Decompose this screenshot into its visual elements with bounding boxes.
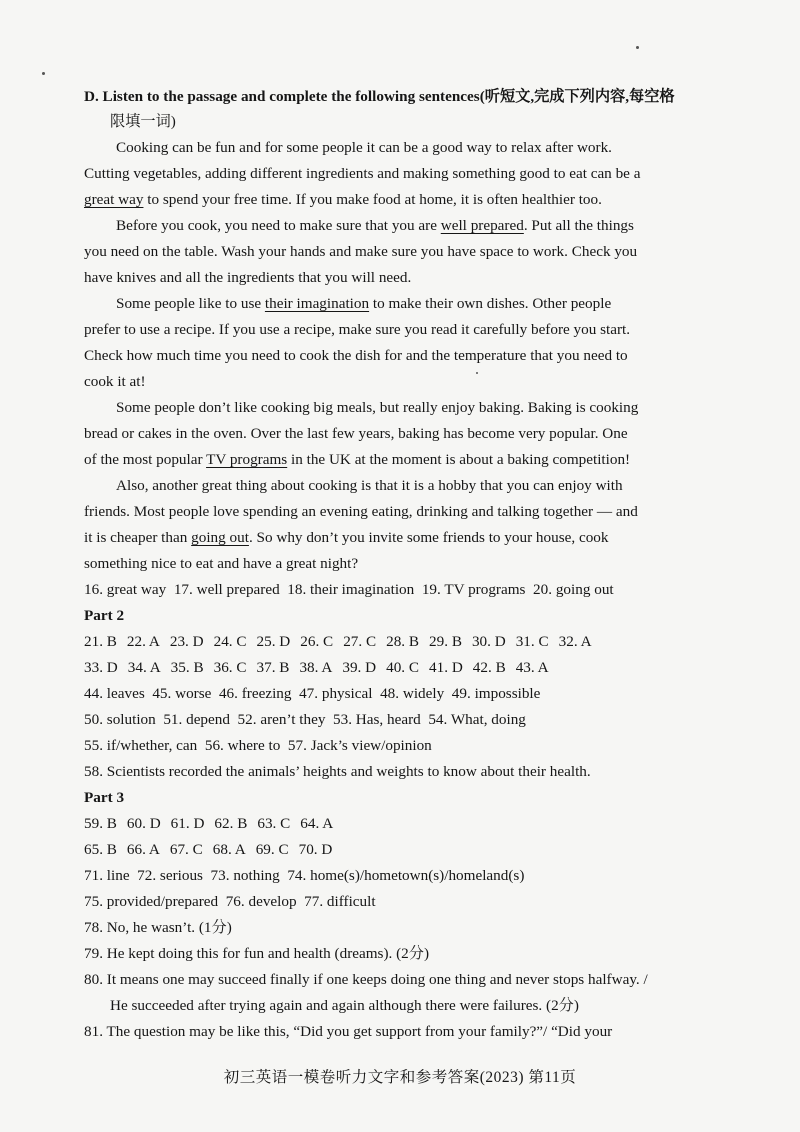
mc-answer: 60. D (126, 815, 161, 832)
part3-row7: 80. It means one may succeed finally if one keeps doing one thing and never stops halfway. / (84, 971, 648, 988)
passage-line: Some people don’t like cooking big meals, but really enjoy baking. Baking is cooking (116, 399, 639, 416)
answers-16-20: 16. great way 17. well prepared 18. their imagination 19. TV programs 20. going out (84, 581, 614, 598)
passage-line (84, 213, 730, 239)
mc-answer: 64. A (300, 815, 334, 832)
mc-answer: 32. A (558, 633, 592, 650)
part3-row4: 75. provided/prepared 76. develop 77. difficult (84, 893, 376, 910)
passage-text: Some people like to use (116, 295, 265, 312)
part2-row6: 58. Scientists recorded the animals’ heights and weights to know about their health. (84, 763, 591, 780)
scan-speck (42, 72, 45, 75)
mc-answer: 21. B (84, 633, 117, 650)
passage-text: it is cheaper than (84, 529, 192, 546)
page-footer: 初三英语一模卷听力文字和参考答案(2023) 第11页 (223, 1069, 577, 1086)
section-d-heading-cont: 限填一词) (110, 113, 176, 130)
mc-answer: 39. D (342, 659, 377, 676)
mc-answer: 37. B (256, 659, 290, 676)
mc-answer: 59. B (84, 815, 117, 832)
part3-row8: He succeeded after trying again and again although there were failures. (2分) (110, 997, 579, 1014)
mc-answer: 42. B (472, 659, 506, 676)
passage-line: Cooking can be fun and for some people it can be a good way to relax after work. (116, 139, 612, 156)
mc-answer: 70. D (298, 841, 333, 858)
passage-text: to spend your free time. If you make food at home, it is often healthier too. (143, 191, 602, 208)
mc-answer: 26. C (300, 633, 334, 650)
part3-row9: 81. The question may be like this, “Did you get support from your family?”/ “Did your (84, 1023, 613, 1040)
part2-row5: 55. if/whether, can 56. where to 57. Jack’s view/opinion (84, 737, 432, 754)
part3-row5: 78. No, he wasn’t. (1分) (84, 919, 232, 936)
answer-underline: well prepared (440, 217, 524, 234)
mc-answer: 31. C (515, 633, 549, 650)
passage-text: . Put all the things (523, 217, 634, 234)
passage-line: friends. Most people love spending an evening eating, drinking and talking together — and (84, 503, 638, 520)
part2-row2 (84, 655, 730, 681)
passage-text: . So why don’t you invite some friends to your house, cook (248, 529, 609, 546)
mc-answer: 25. D (256, 633, 291, 650)
mc-answer: 23. D (169, 633, 204, 650)
passage-line: have knives and all the ingredients that you will need. (84, 269, 412, 286)
part2-row3: 44. leaves 45. worse 46. freezing 47. physical 48. widely 49. impossible (84, 685, 541, 702)
section-d-heading-cn: (听短文,完成下列内容,每空格 (479, 88, 675, 105)
passage-line: you need on the table. Wash your hands and make sure you have space to work. Check you (84, 243, 638, 260)
answer-underline: TV programs (206, 451, 288, 468)
mc-answer: 61. D (170, 815, 205, 832)
passage-line: Also, another great thing about cooking is that it is a hobby that you can enjoy with (116, 477, 623, 494)
mc-answer: 24. C (213, 633, 247, 650)
passage-text: to make their own dishes. Other people (369, 295, 612, 312)
mc-answer: 62. B (214, 815, 248, 832)
mc-answer: 29. B (429, 633, 462, 650)
passage-line: prefer to use a recipe. If you use a recipe, make sure you read it carefully before you start. (84, 321, 631, 338)
mc-answer: 36. C (213, 659, 247, 676)
part2-row4: 50. solution 51. depend 52. aren’t they 53. Has, heard 54. What, doing (84, 711, 526, 728)
mc-answer: 34. A (127, 659, 161, 676)
answer-underline: their imagination (264, 295, 370, 312)
mc-answer: 27. C (343, 633, 377, 650)
passage-text: Before you cook, you need to make sure that you are (116, 217, 441, 234)
mc-answer: 22. A (126, 633, 160, 650)
passage-line: something nice to eat and have a great night? (84, 555, 359, 572)
mc-answer: 69. C (255, 841, 289, 858)
passage-text: of the most popular (84, 451, 207, 468)
part2-row1 (84, 629, 730, 655)
mc-answer: 43. A (515, 659, 549, 676)
mc-answer: 35. B (170, 659, 204, 676)
passage-line: Cutting vegetables, adding different ingredients and making something good to eat can be a (84, 165, 641, 182)
scan-speck (476, 372, 478, 374)
part3-row6: 79. He kept doing this for fun and health (dreams). (2分) (84, 945, 430, 962)
passage-line (84, 447, 730, 473)
mc-answer: 68. A (212, 841, 246, 858)
mc-answer: 28. B (386, 633, 420, 650)
section-d-heading-en: D. Listen to the passage and complete the following sentences (84, 88, 480, 105)
mc-answer: 65. B (84, 841, 117, 858)
answer-underline: going out (191, 529, 249, 546)
scan-speck (636, 46, 639, 49)
passage-line: bread or cakes in the oven. Over the last few years, baking has become very popular. One (84, 425, 628, 442)
part3-row1 (84, 811, 730, 837)
mc-answer: 66. A (126, 841, 160, 858)
part3-row3: 71. line 72. serious 73. nothing 74. home(s)/hometown(s)/homeland(s) (84, 867, 525, 884)
part3-title: Part 3 (84, 789, 125, 806)
mc-answer: 30. D (471, 633, 506, 650)
passage-line (84, 291, 730, 317)
answer-underline: great way (84, 191, 144, 208)
passage-line (84, 187, 730, 213)
passage-line: Check how much time you need to cook the dish for and the temperature that you need to (84, 347, 628, 364)
mc-answer: 33. D (84, 659, 118, 676)
mc-answer: 67. C (169, 841, 203, 858)
mc-answer: 41. D (429, 659, 463, 676)
part2-title: Part 2 (84, 607, 125, 624)
part3-row2 (84, 837, 730, 863)
section-d-heading (84, 84, 730, 110)
passage-line (84, 525, 730, 551)
mc-answer: 38. A (299, 659, 333, 676)
passage-text: in the UK at the moment is about a baking competition! (287, 451, 631, 468)
mc-answer: 63. C (257, 815, 291, 832)
mc-answer: 40. C (386, 659, 420, 676)
passage-line: cook it at! (84, 373, 146, 390)
